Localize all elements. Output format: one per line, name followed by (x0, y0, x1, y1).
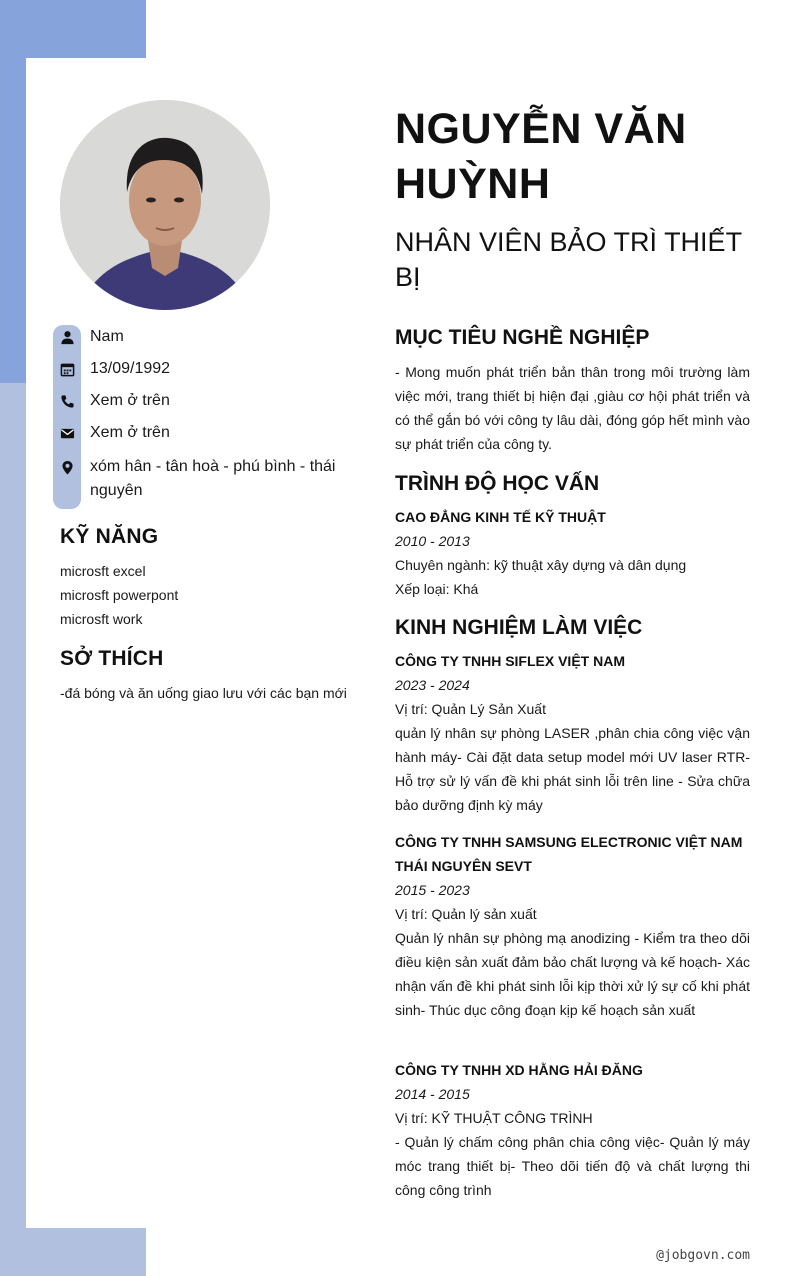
contact-gender (53, 321, 353, 353)
experience-entry (395, 649, 750, 817)
birthday-text: 13/09/1992 (90, 360, 171, 377)
education-grade: Xếp loại: Khá (395, 581, 479, 597)
education-heading: TRÌNH ĐỘ HỌC VẤN (395, 472, 600, 495)
objective-text: - Mong muốn phát triển bản thân trong môi trường làm việc mới, trang thiết bị hiện đại ,giàu cơ hội phát triển và có thể gắn bó với công ty lâu dài, đóng góp hết mình vào sự phát triển của công ty. (395, 364, 750, 452)
contact-address (53, 451, 353, 503)
experience-heading: KINH NGHIỆM LÀM VIỆC (395, 616, 643, 639)
experience-description: Quản lý nhân sự phòng mạ anodizing - Kiểm tra theo dõi điều kiện sản xuất đảm bảo chất lượng và kế hoạch- Xác nhận vấn đề khi phát sinh lỗi kịp thời xử lý sự cố khi phát sinh- Thúc dục công đoạn kịp kế hoạch sản xuất (395, 930, 750, 1018)
candidate-name: NGUYỄN VĂN HUỲNH (395, 105, 687, 208)
skill-item: microsft powerpont (60, 587, 179, 603)
decor-strip-left (0, 383, 26, 1276)
experience-description: quản lý nhân sự phòng LASER ,phân chia công việc vận hành máy- Cài đặt data setup model mới UV laser RTR- Hỗ trợ sử lý vấn đề khi phát sinh lỗi trên line - Sửa chữa bảo dưỡng định kỳ máy (395, 725, 750, 813)
experience-company: CÔNG TY TNHH SIFLEX VIỆT NAM (395, 653, 625, 669)
education-time: 2010 - 2013 (395, 533, 470, 549)
email-text: Xem ở trên (90, 424, 170, 441)
location-icon (53, 451, 81, 483)
decor-block-bottom (0, 1228, 146, 1276)
experience-role: Vị trí: KỸ THUẬT CÔNG TRÌNH (395, 1110, 593, 1126)
experience-description: - Quản lý chấm công phân chia công việc- Quản lý máy móc trang thiết bị- Theo dõi tiến độ và chất lượng thi công công trình (395, 1134, 750, 1198)
candidate-position: NHÂN VIÊN BẢO TRÌ THIẾT BỊ (395, 227, 742, 292)
user-icon (53, 321, 81, 353)
hobbies-heading: SỞ THÍCH (60, 647, 164, 670)
experience-company: CÔNG TY TNHH SAMSUNG ELECTRONIC VIỆT NAM THÁI NGUYÊN SEVT (395, 834, 743, 874)
contact-email (53, 417, 353, 449)
footer-watermark: @jobgovn.com (656, 1248, 750, 1263)
contact-birthday (53, 353, 353, 385)
experience-entry (395, 830, 750, 1022)
education-major: Chuyên ngành: kỹ thuật xây dựng và dân dụng (395, 557, 687, 573)
skill-item: microsft excel (60, 563, 146, 579)
education-entry (395, 505, 750, 601)
skills-heading: KỸ NĂNG (60, 525, 159, 548)
phone-icon (53, 385, 81, 417)
avatar-photo (60, 100, 270, 310)
hobbies-text: -đá bóng và ăn uống giao lưu với các bạn mới (60, 685, 347, 701)
education-school: CAO ĐẲNG KINH TẾ KỸ THUẬT (395, 509, 606, 525)
experience-company: CÔNG TY TNHH XD HẰNG HẢI ĐĂNG (395, 1062, 643, 1078)
experience-time: 2014 - 2015 (395, 1086, 470, 1102)
experience-time: 2023 - 2024 (395, 677, 470, 693)
skill-item: microsft work (60, 611, 143, 627)
objective-heading: MỤC TIÊU NGHỀ NGHIỆP (395, 326, 650, 349)
email-icon (53, 417, 81, 449)
experience-entry (395, 1058, 750, 1202)
address-text: xóm hân - tân hoà - phú bình - thái nguyên (90, 458, 336, 499)
experience-role: Vị trí: Quản lý sản xuất (395, 906, 537, 922)
skills-list (60, 559, 350, 631)
contact-phone (53, 385, 353, 417)
calendar-icon (53, 353, 81, 385)
phone-text: Xem ở trên (90, 392, 170, 409)
avatar (60, 100, 270, 310)
experience-role: Vị trí: Quản Lý Sản Xuất (395, 701, 546, 717)
experience-time: 2015 - 2023 (395, 882, 470, 898)
gender-text: Nam (90, 328, 124, 345)
